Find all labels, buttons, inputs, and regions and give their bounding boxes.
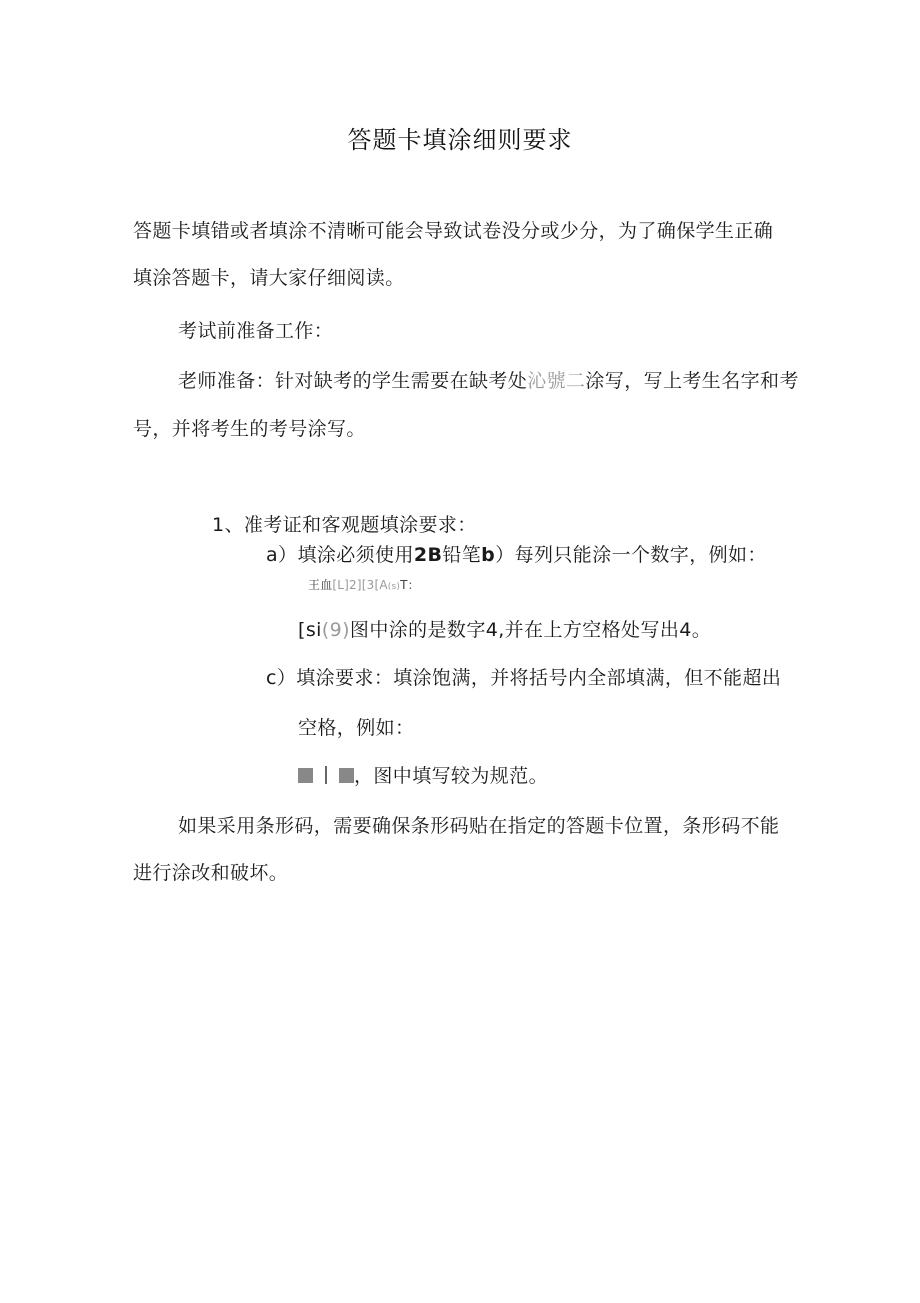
page-title: 答题卡填涂细则要求 [347, 126, 573, 154]
scanned-example-row [308, 577, 420, 595]
divider-bar-icon [325, 766, 327, 784]
rule-a-line [266, 542, 767, 568]
barcode-line-2: 进行涂改和破坏。 [133, 862, 289, 884]
intro-line-2: 填涂答题卡，请大家仔细阅读。 [133, 267, 405, 289]
scan-text-2: [L]2][3[A [332, 578, 388, 592]
rule-a-mid: 铅笔 [442, 544, 482, 566]
example-line [298, 617, 711, 643]
rule-a-pencil-grade: 2B [413, 544, 443, 566]
barcode-line-1: 如果采用条形码，需要确保条形码贴在指定的答题卡位置，条形码不能 [178, 815, 780, 837]
prep-heading: 考试前准备工作： [178, 320, 334, 342]
fill-example-line [298, 763, 548, 789]
scan-text-3: T： [400, 578, 420, 592]
rule-b-marker: b [481, 544, 496, 566]
example-faint: (9) [321, 619, 350, 641]
teacher-text-b: 涂写，写上考生名字和考 [585, 370, 799, 392]
section1-heading: 1、准考证和客观题填涂要求： [212, 514, 477, 536]
rule-c-line-2: 空格，例如： [298, 717, 415, 739]
example-text: 图中涂的是数字4,并在上方空格处写出4。 [349, 619, 712, 641]
scan-circle-text: (s) [387, 582, 401, 592]
teacher-line-2: 号，并将考生的考号涂写。 [133, 418, 366, 440]
fill-example-text: ，图中填写较为规范。 [354, 765, 549, 787]
teacher-text-a: 老师准备：针对缺考的学生需要在缺考处 [178, 370, 528, 392]
rule-a-prefix: a）填涂必须使用 [266, 544, 414, 566]
teacher-faint-text: 沁號二 [527, 370, 586, 392]
example-prefix: [si [298, 619, 322, 641]
rule-c-line-1: c）填涂要求：填涂饱满，并将括号内全部填满，但不能超出 [266, 667, 782, 689]
intro-line-1: 答题卡填错或者填涂不清晰可能会导致试卷没分或少分，为了确保学生正确 [133, 220, 774, 242]
filled-block-icon [298, 768, 313, 783]
teacher-line-1 [178, 368, 799, 394]
rule-a-suffix: ）每列只能涂一个数字，例如： [495, 544, 767, 566]
filled-block-icon [339, 768, 354, 783]
scan-text-1: 王血 [308, 578, 333, 592]
